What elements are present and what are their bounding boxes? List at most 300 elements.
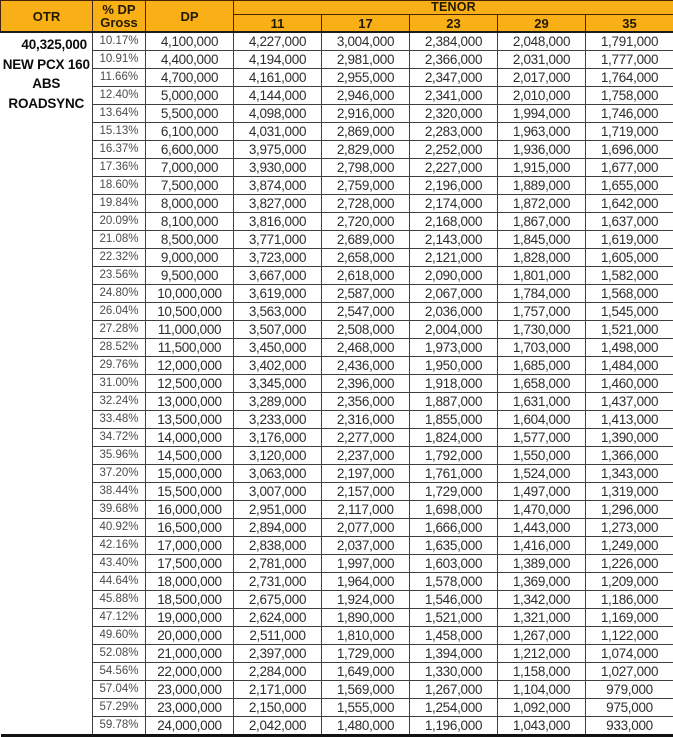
dp-cell: 16,500,000 xyxy=(146,519,234,537)
tenor-23-cell: 1,887,000 xyxy=(410,393,498,411)
dp-gross-cell: 29.76% xyxy=(93,357,146,375)
tenor-29-cell: 1,963,000 xyxy=(498,123,586,141)
tenor-35-cell: 1,437,000 xyxy=(586,393,673,411)
tenor-29-cell: 1,604,000 xyxy=(498,411,586,429)
tenor-11-cell: 2,951,000 xyxy=(234,501,322,519)
dp-cell: 22,000,000 xyxy=(146,663,234,681)
tenor-11-cell: 3,063,000 xyxy=(234,465,322,483)
dp-gross-cell: 28.52% xyxy=(93,339,146,357)
tenor-29-cell: 1,631,000 xyxy=(498,393,586,411)
vehicle-info-cell xyxy=(1,32,93,736)
tenor-17-cell: 1,890,000 xyxy=(322,609,410,627)
dp-cell: 18,000,000 xyxy=(146,573,234,591)
tenor-17-cell: 2,547,000 xyxy=(322,303,410,321)
tenor-11-cell: 2,731,000 xyxy=(234,573,322,591)
tenor-35-cell: 1,619,000 xyxy=(586,231,673,249)
tenor-23-cell: 1,521,000 xyxy=(410,609,498,627)
tenor-35-cell: 1,273,000 xyxy=(586,519,673,537)
dp-gross-column-header: % DP Gross xyxy=(93,1,146,33)
tenor-29-cell: 1,342,000 xyxy=(498,591,586,609)
tenor-35-cell: 1,122,000 xyxy=(586,627,673,645)
dp-gross-cell: 38.44% xyxy=(93,483,146,501)
tenor-11-cell: 3,827,000 xyxy=(234,195,322,213)
tenor-17-cell: 2,436,000 xyxy=(322,357,410,375)
table-row xyxy=(1,429,673,447)
tenor-29-cell: 1,550,000 xyxy=(498,447,586,465)
tenor-17-cell: 1,964,000 xyxy=(322,573,410,591)
tenor-35-cell: 1,169,000 xyxy=(586,609,673,627)
dp-gross-cell: 27.28% xyxy=(93,321,146,339)
tenor-23-cell: 1,666,000 xyxy=(410,519,498,537)
dp-gross-cell: 10.91% xyxy=(93,51,146,69)
dp-gross-cell: 54.56% xyxy=(93,663,146,681)
tenor-35-cell: 1,655,000 xyxy=(586,177,673,195)
tenor-17-cell: 2,508,000 xyxy=(322,321,410,339)
table-row xyxy=(1,699,673,717)
tenor-23-cell: 2,174,000 xyxy=(410,195,498,213)
tenor-23-cell: 2,004,000 xyxy=(410,321,498,339)
tenor-11-cell: 3,450,000 xyxy=(234,339,322,357)
tenor-17-cell: 2,356,000 xyxy=(322,393,410,411)
dp-gross-cell: 17.36% xyxy=(93,159,146,177)
dp-cell: 12,500,000 xyxy=(146,375,234,393)
tenor-17-cell: 2,759,000 xyxy=(322,177,410,195)
tenor-35-cell: 1,319,000 xyxy=(586,483,673,501)
tenor-35-cell: 975,000 xyxy=(586,699,673,717)
tenor-29-cell: 1,043,000 xyxy=(498,717,586,736)
dp-cell: 17,500,000 xyxy=(146,555,234,573)
tenor-17-cell: 2,587,000 xyxy=(322,285,410,303)
tenor-17-cell: 2,798,000 xyxy=(322,159,410,177)
tenor-17-cell: 1,810,000 xyxy=(322,627,410,645)
tenor-11-cell: 4,144,000 xyxy=(234,87,322,105)
dp-gross-cell: 22.32% xyxy=(93,249,146,267)
dp-gross-cell: 20.09% xyxy=(93,213,146,231)
table-row xyxy=(1,537,673,555)
vehicle-name-line: ROADSYNC xyxy=(1,94,93,114)
table-row xyxy=(1,717,673,736)
dp-gross-cell: 57.04% xyxy=(93,681,146,699)
tenor-23-cell: 1,824,000 xyxy=(410,429,498,447)
dp-gross-cell: 32.24% xyxy=(93,393,146,411)
table-row xyxy=(1,231,673,249)
tenor-29-cell: 1,703,000 xyxy=(498,339,586,357)
tenor-11-header: 11 xyxy=(234,15,322,33)
table-row xyxy=(1,357,673,375)
tenor-29-cell: 1,936,000 xyxy=(498,141,586,159)
tenor-35-cell: 1,226,000 xyxy=(586,555,673,573)
table-row xyxy=(1,339,673,357)
table-row xyxy=(1,177,673,195)
tenor-11-cell: 3,874,000 xyxy=(234,177,322,195)
tenor-17-cell: 2,117,000 xyxy=(322,501,410,519)
tenor-35-cell: 1,249,000 xyxy=(586,537,673,555)
tenor-35-cell: 1,642,000 xyxy=(586,195,673,213)
dp-cell: 4,400,000 xyxy=(146,51,234,69)
dp-cell: 21,000,000 xyxy=(146,645,234,663)
tenor-17-cell: 2,197,000 xyxy=(322,465,410,483)
table-row xyxy=(1,555,673,573)
tenor-23-cell: 2,036,000 xyxy=(410,303,498,321)
tenor-23-cell: 2,143,000 xyxy=(410,231,498,249)
tenor-11-cell: 2,675,000 xyxy=(234,591,322,609)
dp-gross-cell: 11.66% xyxy=(93,69,146,87)
otr-column-header: OTR xyxy=(1,1,93,33)
tenor-17-cell: 1,997,000 xyxy=(322,555,410,573)
tenor-35-cell: 979,000 xyxy=(586,681,673,699)
table-row xyxy=(1,411,673,429)
tenor-29-cell: 1,389,000 xyxy=(498,555,586,573)
tenor-group-header: TENOR xyxy=(234,1,673,15)
dp-cell: 14,500,000 xyxy=(146,447,234,465)
tenor-23-cell: 1,458,000 xyxy=(410,627,498,645)
dp-gross-cell: 52.08% xyxy=(93,645,146,663)
table-row xyxy=(1,267,673,285)
tenor-23-cell: 1,918,000 xyxy=(410,375,498,393)
tenor-23-cell: 1,729,000 xyxy=(410,483,498,501)
tenor-17-cell: 2,689,000 xyxy=(322,231,410,249)
table-row xyxy=(1,447,673,465)
dp-cell: 7,500,000 xyxy=(146,177,234,195)
tenor-11-cell: 2,397,000 xyxy=(234,645,322,663)
tenor-23-cell: 1,603,000 xyxy=(410,555,498,573)
tenor-17-cell: 1,924,000 xyxy=(322,591,410,609)
tenor-11-cell: 3,930,000 xyxy=(234,159,322,177)
tenor-11-cell: 2,284,000 xyxy=(234,663,322,681)
dp-cell: 7,000,000 xyxy=(146,159,234,177)
tenor-17-cell: 2,618,000 xyxy=(322,267,410,285)
tenor-11-cell: 3,007,000 xyxy=(234,483,322,501)
tenor-11-cell: 2,171,000 xyxy=(234,681,322,699)
tenor-29-cell: 1,104,000 xyxy=(498,681,586,699)
tenor-23-cell: 1,254,000 xyxy=(410,699,498,717)
tenor-23-cell: 1,950,000 xyxy=(410,357,498,375)
tenor-11-cell: 2,511,000 xyxy=(234,627,322,645)
tenor-23-cell: 2,366,000 xyxy=(410,51,498,69)
tenor-35-cell: 1,296,000 xyxy=(586,501,673,519)
dp-gross-cell: 49.60% xyxy=(93,627,146,645)
table-row xyxy=(1,645,673,663)
tenor-29-cell: 2,010,000 xyxy=(498,87,586,105)
tenor-29-cell: 2,031,000 xyxy=(498,51,586,69)
dp-gross-cell: 40.92% xyxy=(93,519,146,537)
tenor-23-cell: 2,090,000 xyxy=(410,267,498,285)
dp-cell: 15,500,000 xyxy=(146,483,234,501)
tenor-35-cell: 1,460,000 xyxy=(586,375,673,393)
tenor-17-cell: 1,649,000 xyxy=(322,663,410,681)
tenor-17-cell: 2,869,000 xyxy=(322,123,410,141)
dp-gross-cell: 31.00% xyxy=(93,375,146,393)
tenor-29-cell: 1,577,000 xyxy=(498,429,586,447)
dp-gross-cell: 23.56% xyxy=(93,267,146,285)
dp-cell: 4,700,000 xyxy=(146,69,234,87)
table-row xyxy=(1,519,673,537)
tenor-11-cell: 3,667,000 xyxy=(234,267,322,285)
table-row xyxy=(1,321,673,339)
dp-gross-cell: 26.04% xyxy=(93,303,146,321)
tenor-11-cell: 4,227,000 xyxy=(234,32,322,51)
table-row xyxy=(1,159,673,177)
tenor-35-header: 35 xyxy=(586,15,673,33)
dp-cell: 12,000,000 xyxy=(146,357,234,375)
tenor-23-cell: 1,792,000 xyxy=(410,447,498,465)
tenor-17-cell: 2,037,000 xyxy=(322,537,410,555)
dp-cell: 14,000,000 xyxy=(146,429,234,447)
table-row xyxy=(1,32,673,51)
dp-cell: 9,500,000 xyxy=(146,267,234,285)
dp-cell: 19,000,000 xyxy=(146,609,234,627)
tenor-35-cell: 1,074,000 xyxy=(586,645,673,663)
dp-cell: 4,100,000 xyxy=(146,32,234,51)
tenor-35-cell: 1,758,000 xyxy=(586,87,673,105)
tenor-17-cell: 2,157,000 xyxy=(322,483,410,501)
tenor-11-cell: 3,120,000 xyxy=(234,447,322,465)
dp-gross-cell: 13.64% xyxy=(93,105,146,123)
tenor-35-cell: 1,637,000 xyxy=(586,213,673,231)
tenor-29-cell: 2,048,000 xyxy=(498,32,586,51)
tenor-11-cell: 3,563,000 xyxy=(234,303,322,321)
tenor-11-cell: 4,031,000 xyxy=(234,123,322,141)
tenor-35-cell: 1,791,000 xyxy=(586,32,673,51)
tenor-17-cell: 2,468,000 xyxy=(322,339,410,357)
tenor-23-cell: 2,121,000 xyxy=(410,249,498,267)
dp-cell: 11,000,000 xyxy=(146,321,234,339)
dp-cell: 8,500,000 xyxy=(146,231,234,249)
table-row xyxy=(1,393,673,411)
tenor-23-cell: 1,394,000 xyxy=(410,645,498,663)
tenor-29-cell: 1,889,000 xyxy=(498,177,586,195)
tenor-23-cell: 2,196,000 xyxy=(410,177,498,195)
tenor-23-cell: 2,067,000 xyxy=(410,285,498,303)
tenor-23-cell: 1,635,000 xyxy=(410,537,498,555)
dp-cell: 5,500,000 xyxy=(146,105,234,123)
dp-cell: 23,000,000 xyxy=(146,681,234,699)
tenor-17-cell: 3,004,000 xyxy=(322,32,410,51)
tenor-17-cell: 2,277,000 xyxy=(322,429,410,447)
dp-cell: 11,500,000 xyxy=(146,339,234,357)
tenor-17-cell: 2,237,000 xyxy=(322,447,410,465)
tenor-11-cell: 2,150,000 xyxy=(234,699,322,717)
tenor-17-cell: 1,555,000 xyxy=(322,699,410,717)
tenor-35-cell: 1,764,000 xyxy=(586,69,673,87)
tenor-11-cell: 2,894,000 xyxy=(234,519,322,537)
table-row xyxy=(1,573,673,591)
table-row xyxy=(1,87,673,105)
tenor-11-cell: 3,619,000 xyxy=(234,285,322,303)
table-row xyxy=(1,141,673,159)
tenor-29-cell: 1,369,000 xyxy=(498,573,586,591)
tenor-17-cell: 1,569,000 xyxy=(322,681,410,699)
tenor-29-cell: 1,801,000 xyxy=(498,267,586,285)
tenor-17-cell: 2,396,000 xyxy=(322,375,410,393)
tenor-17-cell: 2,829,000 xyxy=(322,141,410,159)
tenor-17-cell: 2,728,000 xyxy=(322,195,410,213)
table-row xyxy=(1,663,673,681)
tenor-11-cell: 3,402,000 xyxy=(234,357,322,375)
tenor-23-header: 23 xyxy=(410,15,498,33)
dp-cell: 9,000,000 xyxy=(146,249,234,267)
tenor-29-cell: 1,497,000 xyxy=(498,483,586,501)
tenor-29-cell: 1,685,000 xyxy=(498,357,586,375)
dp-cell: 13,000,000 xyxy=(146,393,234,411)
tenor-23-cell: 1,546,000 xyxy=(410,591,498,609)
tenor-29-cell: 1,784,000 xyxy=(498,285,586,303)
otr-price: 40,325,000 xyxy=(1,33,93,55)
tenor-23-cell: 2,168,000 xyxy=(410,213,498,231)
dp-gross-cell: 12.40% xyxy=(93,87,146,105)
dp-cell: 8,000,000 xyxy=(146,195,234,213)
tenor-29-cell: 1,092,000 xyxy=(498,699,586,717)
tenor-29-cell: 1,867,000 xyxy=(498,213,586,231)
dp-gross-cell: 19.84% xyxy=(93,195,146,213)
dp-gross-cell: 15.13% xyxy=(93,123,146,141)
table-row xyxy=(1,375,673,393)
tenor-23-cell: 2,252,000 xyxy=(410,141,498,159)
tenor-35-cell: 1,746,000 xyxy=(586,105,673,123)
tenor-17-cell: 1,480,000 xyxy=(322,717,410,736)
tenor-29-cell: 1,416,000 xyxy=(498,537,586,555)
dp-gross-cell: 10.17% xyxy=(93,32,146,51)
tenor-11-cell: 3,816,000 xyxy=(234,213,322,231)
tenor-35-cell: 1,498,000 xyxy=(586,339,673,357)
dp-cell: 24,000,000 xyxy=(146,717,234,736)
tenor-17-cell: 2,658,000 xyxy=(322,249,410,267)
dp-gross-cell: 37.20% xyxy=(93,465,146,483)
tenor-29-cell: 1,470,000 xyxy=(498,501,586,519)
table-row xyxy=(1,483,673,501)
tenor-29-cell: 1,872,000 xyxy=(498,195,586,213)
tenor-23-cell: 2,283,000 xyxy=(410,123,498,141)
table-row xyxy=(1,249,673,267)
dp-cell: 6,100,000 xyxy=(146,123,234,141)
tenor-11-cell: 4,098,000 xyxy=(234,105,322,123)
dp-cell: 10,500,000 xyxy=(146,303,234,321)
tenor-23-cell: 2,227,000 xyxy=(410,159,498,177)
tenor-11-cell: 3,289,000 xyxy=(234,393,322,411)
dp-gross-cell: 33.48% xyxy=(93,411,146,429)
tenor-29-cell: 1,212,000 xyxy=(498,645,586,663)
tenor-11-cell: 2,838,000 xyxy=(234,537,322,555)
tenor-29-cell: 1,994,000 xyxy=(498,105,586,123)
table-row xyxy=(1,51,673,69)
tenor-35-cell: 1,568,000 xyxy=(586,285,673,303)
table-row xyxy=(1,303,673,321)
dp-gross-cell: 43.40% xyxy=(93,555,146,573)
tenor-29-cell: 2,017,000 xyxy=(498,69,586,87)
tenor-29-cell: 1,524,000 xyxy=(498,465,586,483)
table-row xyxy=(1,123,673,141)
dp-cell: 13,500,000 xyxy=(146,411,234,429)
tenor-11-cell: 3,723,000 xyxy=(234,249,322,267)
dp-gross-cell: 21.08% xyxy=(93,231,146,249)
dp-gross-cell: 39.68% xyxy=(93,501,146,519)
tenor-35-cell: 1,521,000 xyxy=(586,321,673,339)
tenor-23-cell: 1,330,000 xyxy=(410,663,498,681)
tenor-35-cell: 1,696,000 xyxy=(586,141,673,159)
tenor-17-cell: 2,946,000 xyxy=(322,87,410,105)
tenor-17-cell: 2,981,000 xyxy=(322,51,410,69)
tenor-23-cell: 2,341,000 xyxy=(410,87,498,105)
tenor-11-cell: 3,771,000 xyxy=(234,231,322,249)
dp-gross-cell: 44.64% xyxy=(93,573,146,591)
tenor-29-cell: 1,730,000 xyxy=(498,321,586,339)
dp-gross-cell: 35.96% xyxy=(93,447,146,465)
tenor-11-cell: 4,161,000 xyxy=(234,69,322,87)
tenor-35-cell: 1,777,000 xyxy=(586,51,673,69)
dp-cell: 5,000,000 xyxy=(146,87,234,105)
dp-gross-cell: 47.12% xyxy=(93,609,146,627)
tenor-11-cell: 3,507,000 xyxy=(234,321,322,339)
tenor-29-cell: 1,915,000 xyxy=(498,159,586,177)
table-row xyxy=(1,285,673,303)
dp-cell: 16,000,000 xyxy=(146,501,234,519)
table-body xyxy=(1,32,673,736)
dp-cell: 23,000,000 xyxy=(146,699,234,717)
tenor-35-cell: 1,209,000 xyxy=(586,573,673,591)
table-row xyxy=(1,627,673,645)
dp-cell: 17,000,000 xyxy=(146,537,234,555)
tenor-35-cell: 1,343,000 xyxy=(586,465,673,483)
tenor-35-cell: 933,000 xyxy=(586,717,673,736)
tenor-29-cell: 1,443,000 xyxy=(498,519,586,537)
tenor-35-cell: 1,390,000 xyxy=(586,429,673,447)
table-row xyxy=(1,105,673,123)
tenor-17-cell: 2,077,000 xyxy=(322,519,410,537)
tenor-35-cell: 1,719,000 xyxy=(586,123,673,141)
tenor-23-cell: 1,267,000 xyxy=(410,681,498,699)
tenor-17-cell: 2,916,000 xyxy=(322,105,410,123)
tenor-23-cell: 1,855,000 xyxy=(410,411,498,429)
dp-cell: 8,100,000 xyxy=(146,213,234,231)
dp-cell: 18,500,000 xyxy=(146,591,234,609)
tenor-23-cell: 2,320,000 xyxy=(410,105,498,123)
tenor-11-cell: 3,176,000 xyxy=(234,429,322,447)
tenor-29-cell: 1,321,000 xyxy=(498,609,586,627)
tenor-35-cell: 1,605,000 xyxy=(586,249,673,267)
tenor-23-cell: 1,973,000 xyxy=(410,339,498,357)
tenor-17-cell: 2,316,000 xyxy=(322,411,410,429)
tenor-29-cell: 1,267,000 xyxy=(498,627,586,645)
table-row xyxy=(1,501,673,519)
vehicle-name-line: ABS xyxy=(1,74,93,94)
tenor-17-cell: 2,720,000 xyxy=(322,213,410,231)
tenor-17-header: 17 xyxy=(322,15,410,33)
tenor-11-cell: 3,233,000 xyxy=(234,411,322,429)
table-row xyxy=(1,609,673,627)
dp-column-header: DP xyxy=(146,1,234,33)
dp-gross-cell: 45.88% xyxy=(93,591,146,609)
dp-gross-cell: 24.80% xyxy=(93,285,146,303)
tenor-17-cell: 1,729,000 xyxy=(322,645,410,663)
tenor-29-cell: 1,828,000 xyxy=(498,249,586,267)
table-row xyxy=(1,465,673,483)
dp-gross-cell: 59.78% xyxy=(93,717,146,736)
tenor-29-cell: 1,158,000 xyxy=(498,663,586,681)
tenor-23-cell: 2,347,000 xyxy=(410,69,498,87)
tenor-35-cell: 1,413,000 xyxy=(586,411,673,429)
tenor-35-cell: 1,582,000 xyxy=(586,267,673,285)
dp-gross-cell: 57.29% xyxy=(93,699,146,717)
dp-cell: 15,000,000 xyxy=(146,465,234,483)
tenor-23-cell: 1,196,000 xyxy=(410,717,498,736)
tenor-11-cell: 3,975,000 xyxy=(234,141,322,159)
tenor-29-cell: 1,658,000 xyxy=(498,375,586,393)
dp-gross-cell: 16.37% xyxy=(93,141,146,159)
tenor-23-cell: 1,578,000 xyxy=(410,573,498,591)
dp-gross-cell: 18.60% xyxy=(93,177,146,195)
table-row xyxy=(1,69,673,87)
table-row xyxy=(1,591,673,609)
